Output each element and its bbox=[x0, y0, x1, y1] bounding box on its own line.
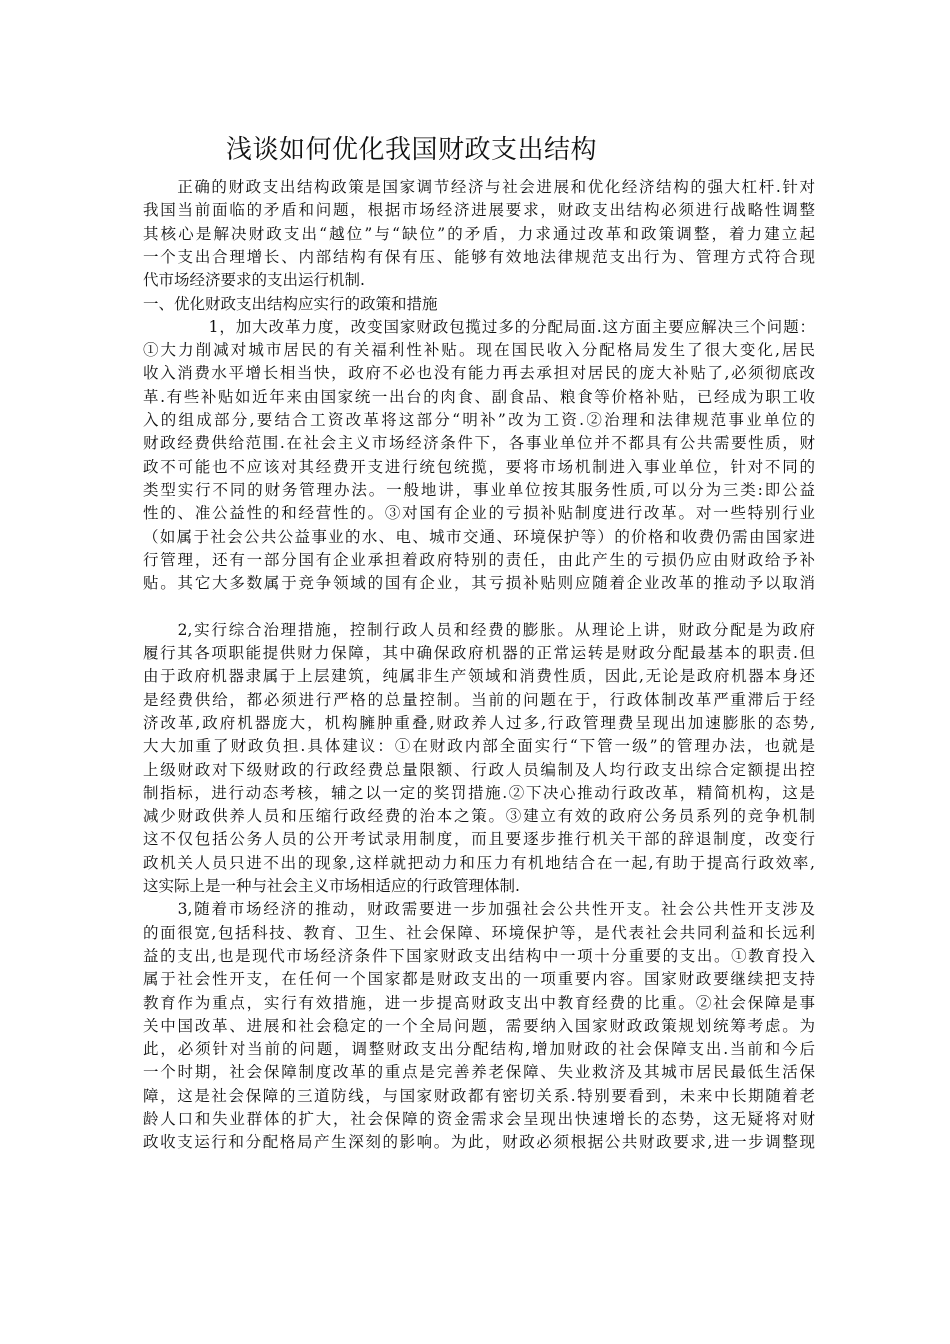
paragraph-line: 性的、准公益性的和经营性的。③对国有企业的亏损补贴制度进行改革。对一些特别行业 bbox=[143, 504, 815, 523]
paragraph-line: 贴。其它大多数属于竞争领域的国有企业，其亏损补贴则应随着企业改革的推动予以取消 bbox=[143, 574, 815, 593]
paragraph-line: 革.有些补贴如近年来由国家统一出台的肉食、副食品、粮食等价格补贴，已经成为职工收 bbox=[143, 387, 815, 406]
paragraph-line: 是经费供给，都必须进行严格的总量控制。当前的问题在于，行政体制改革严重滞后于经 bbox=[143, 690, 815, 709]
paragraph-line: 属于社会性开支，在任何一个国家都是财政支出的一项重要内容。国家财政要继续把支持 bbox=[143, 970, 815, 989]
paragraph-line: 由于政府机器隶属于上层建筑，纯属非生产领域和消费性质，因此,无论是政府机器本身还 bbox=[143, 667, 815, 686]
paragraph-line: 1，加大改革力度，改变国家财政包揽过多的分配局面.这方面主要应解决三个问题： bbox=[143, 317, 815, 336]
paragraph-line: （如属于社会公共公益事业的水、电、城市交通、环境保护等）的价格和收费仍需由国家进 bbox=[143, 527, 815, 546]
paragraph-line: 行管理，还有一部分国有企业承担着政府特别的责任，由此产生的亏损仍应由财政给予补 bbox=[143, 550, 815, 569]
paragraph-line: 制指标，进行动态考核，辅之以一定的奖罚措施.②下决心推动行政改革，精简机构，这是 bbox=[143, 783, 815, 802]
paragraph-line: 入的组成部分,要结合工资改革将这部分“明补”改为工资.②治理和法律规范事业单位的 bbox=[143, 411, 815, 429]
paragraph-line: 正确的财政支出结构政策是国家调节经济与社会进展和优化经济结构的强大杠杆.针对 bbox=[143, 178, 815, 196]
paragraph-line: 政收支运行和分配格局产生深刻的影响。为此，财政必须根据公共财政要求,进一步调整现 bbox=[143, 1133, 815, 1152]
paragraph-line: 这实际上是一种与社会主义市场相适应的行政管理体制. bbox=[143, 877, 520, 895]
paragraph-line: 政机关人员只进不出的现象,这样就把动力和压力有机地结合在一起,有助于提高行政效率, bbox=[143, 853, 815, 872]
paragraph-line: 教育作为重点，实行有效措施，进一步提高财政支出中教育经费的比重。②社会保障是事 bbox=[143, 993, 815, 1012]
paragraph-line: 其核心是解决财政支出“越位”与“缺位”的矛盾，力求通过改革和政策调整，着力建立起 bbox=[143, 224, 815, 243]
paragraph-line: 龄人口和失业群体的扩大，社会保障的资金需求会呈现出快速增长的态势，这无疑将对财 bbox=[143, 1110, 815, 1128]
paragraph-line: ①大力削减对城市居民的有关福利性补贴。现在国民收入分配格局发生了很大变化,居民 bbox=[143, 341, 815, 360]
paragraph-line: 类型实行不同的财务管理办法。一般地讲，事业单位按其服务性质,可以分为三类:即公益 bbox=[143, 480, 815, 499]
paragraph-line: 代市场经济要求的支出运行机制. bbox=[143, 271, 365, 290]
paragraph-line: 财政经费供给范围.在社会主义市场经济条件下，各事业单位并不都具有公共需要性质，财 bbox=[143, 434, 815, 453]
paragraph-line: 益的支出,也是现代市场经济条件下国家财政支出结构中一项十分重要的支出。①教育投入 bbox=[143, 946, 815, 965]
paragraph-line: 政不可能也不应该对其经费开支进行统包统揽，要将市场机制进入事业单位，针对不同的 bbox=[143, 457, 815, 476]
paragraph-line: 关中国改革、进展和社会稳定的一个全局问题，需要纳入国家财政政策规划统筹考虑。为 bbox=[143, 1016, 815, 1035]
paragraph-line: 济改革,政府机器庞大，机构臃肿重叠,财政养人过多,行政管理费呈现出加速膨胀的态势, bbox=[143, 713, 815, 732]
paragraph-line: 上级财政对下级财政的行政经费总量限额、行政人员编制及人均行政支出综合定额提出控 bbox=[143, 760, 815, 779]
paragraph-line: 的面很宽,包括科技、教育、卫生、社会保障、环境保护等，是代表社会共同利益和长远利 bbox=[143, 923, 815, 942]
paragraph-line: 这不仅包括公务人员的公开考试录用制度，而且要逐步推行机关干部的辞退制度，改变行 bbox=[143, 830, 815, 849]
paragraph-line: 一、优化财政支出结构应实行的政策和措施 bbox=[143, 294, 438, 313]
paragraph-line: 减少财政供养人员和压缩行政经费的治本之策。③建立有效的政府公务员系列的竞争机制 bbox=[143, 807, 815, 826]
paragraph-line: 2,实行综合治理措施，控制行政人员和经费的膨胀。从理论上讲，财政分配是为政府 bbox=[143, 620, 815, 639]
paragraph-line: 一个时期，社会保障制度改革的重点是完善养老保障、失业救济及其城市居民最低生活保 bbox=[143, 1063, 815, 1082]
paragraph-line: 3,随着市场经济的推动，财政需要进一步加强社会公共性开支。社会公共性开支涉及 bbox=[143, 900, 815, 919]
paragraph-line: 履行其各项职能提供财力保障，其中确保政府机器的正常运转是财政分配最基本的职责.但 bbox=[143, 644, 815, 662]
paragraph-line: 障，这是社会保障的三道防线，与国家财政都有密切关系.特别要看到，未来中长期随着老 bbox=[143, 1086, 815, 1105]
paragraph-line: 收入消费水平增长相当快，政府不必也没有能力再去承担对居民的庞大补贴了,必须彻底改 bbox=[143, 364, 815, 383]
paragraph-line: 大大加重了财政负担.具体建议：①在财政内部全面实行“下管一级”的管理办法，也就是 bbox=[143, 737, 815, 756]
paragraph-line: 我国当前面临的矛盾和问题，根据市场经济进展要求，财政支出结构必须进行战略性调整 bbox=[143, 201, 815, 220]
paragraph-line: 一个支出合理增长、内部结构有保有压、能够有效地法律规范支出行为、管理方式符合现 bbox=[143, 247, 815, 266]
document-title: 浅谈如何优化我国财政支出结构 bbox=[226, 135, 598, 165]
paragraph-line: 此，必须针对当前的问题，调整财政支出分配结构,增加财政的社会保障支出.当前和今后 bbox=[143, 1040, 815, 1059]
